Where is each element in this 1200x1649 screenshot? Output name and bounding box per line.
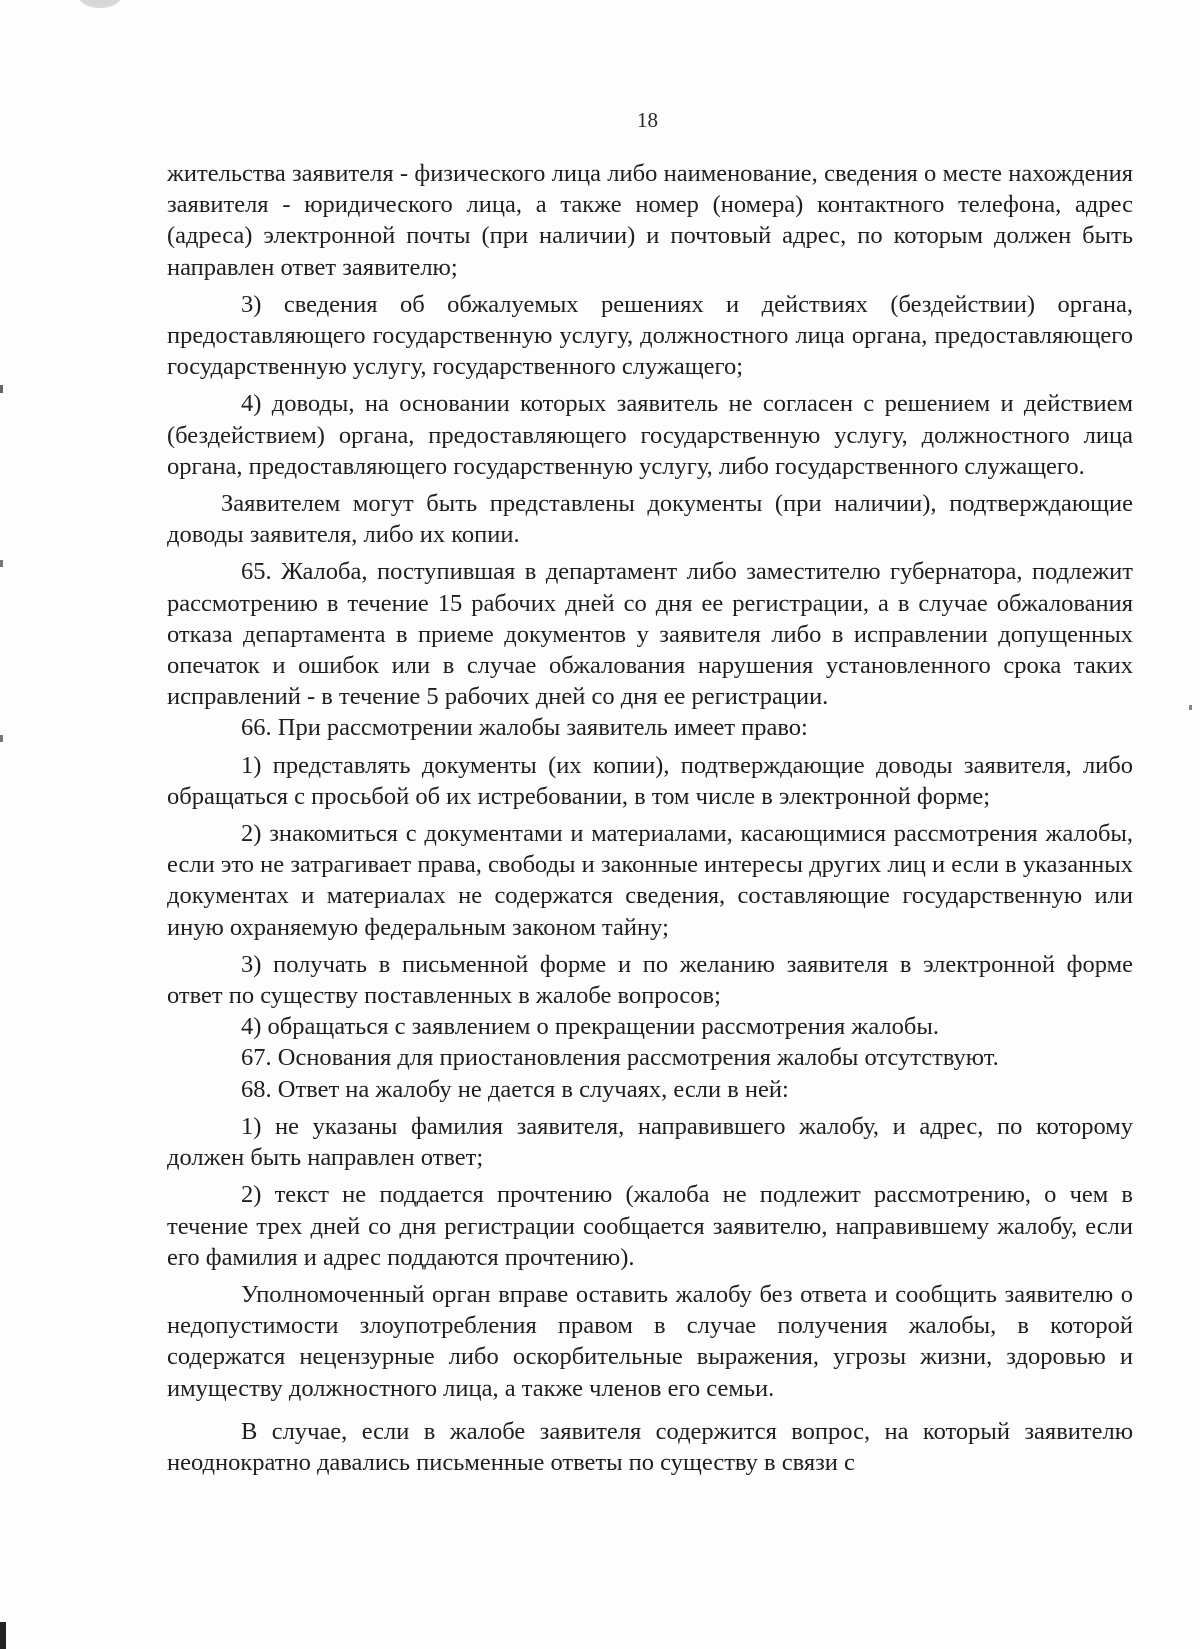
scan-edge-mark — [0, 735, 3, 742]
paragraph-case-2-unreadable: 2) текст не поддается прочтению (жалоба не подлежит рассмотрению, о чем в течение трех дней со дня регистрации сообщается заявителю, направившему жалобу, если его фамилия и адрес поддаются прочтению). — [167, 1181, 1133, 1271]
paragraph-68-no-answer-cases: 68. Ответ на жалобу не дается в случаях, если в ней: — [241, 1075, 789, 1103]
scan-edge-mark — [1189, 705, 1192, 710]
paragraph-66-applicant-rights: 66. При рассмотрении жалобы заявитель имеет право: — [241, 714, 808, 742]
paragraph-right-2-review-materials: 2) знакомиться с документами и материалами, касающимися рассмотрения жалобы, если это не затрагивает права, свободы и законные интересы других лиц и если в указанных документах и материалах не содержатся сведения, составляющие государственную или иную охраняемую федеральным законом тайну; — [167, 820, 1133, 941]
paragraph-right-3-written-answer: 3) получать в письменной форме и по желанию заявителя в электронной форме ответ по существу поставленных в жалобе вопросов; — [167, 950, 1133, 1010]
paragraph-abusive-complaint: Уполномоченный орган вправе оставить жалобу без ответа и сообщить заявителю о недопустимости злоупотребления правом в случае получения жалобы, в которой содержатся нецензурные либо оскорбительные выражения, угрозы жизни, здоровью и имуществу должностного лица, а также членов его семьи. — [167, 1280, 1133, 1402]
paragraph-case-1-no-name: 1) не указаны фамилия заявителя, направившего жалобу, и адрес, по которому должен быть направлен ответ; — [167, 1112, 1133, 1172]
scan-blot — [78, 0, 122, 8]
scan-edge-mark — [0, 1622, 6, 1649]
paragraph-item-3-appealed-decisions: 3) сведения об обжалуемых решениях и действиях (бездействии) органа, предоставляющего государственную услугу, должностного лица органа, предоставляющего государственную услугу, государственного служащего; — [167, 290, 1133, 381]
paragraph-applicant-residence: жительства заявителя - физического лица либо наименование, сведения о месте нахождения заявителя - юридического лица, а также номер (номера) контактного телефона, адрес (адреса) электронной почты (при наличии) и почтовый адрес, по которым должен быть направлен ответ заявителю; — [167, 160, 1133, 281]
paragraph-supporting-documents: Заявителем могут быть представлены документы (при наличии), подтверждающие доводы заявителя, либо их копии. — [167, 490, 1133, 549]
paragraph-67-no-suspension: 67. Основания для приостановления рассмотрения жалобы отсутствуют. — [241, 1044, 999, 1072]
scan-edge-mark — [0, 560, 3, 567]
scan-edge-mark — [0, 385, 3, 393]
document-body — [167, 158, 1133, 1478]
paragraph-65-review-period: 65. Жалоба, поступившая в департамент либо заместителю губернатора, подлежит рассмотрению в течение 15 рабочих дней со дня ее регистрации, а в случае обжалования отказа департамента в приеме документов у заявителя либо в исправлении допущенных опечаток и ошибок или в случае обжалования нарушения установленного срока таких исправлений - в течение 5 рабочих дней со дня ее регистрации. — [167, 558, 1133, 711]
page-number: 18 — [637, 108, 658, 132]
paragraph-right-4-withdraw: 4) обращаться с заявлением о прекращении рассмотрения жалобы. — [241, 1013, 939, 1041]
paragraph-right-1-submit-documents: 1) представлять документы (их копии), подтверждающие доводы заявителя, либо обращаться с просьбой об их истребовании, в том числе в электронной форме; — [167, 751, 1133, 810]
paragraph-repeated-question: В случае, если в жалобе заявителя содержится вопрос, на который заявителю неоднократно давались письменные ответы по существу в связи с — [167, 1417, 1133, 1476]
paragraph-item-4-arguments: 4) доводы, на основании которых заявитель не согласен с решением и действием (бездействием) органа, предоставляющего государственную услугу, должностного лица органа, предоставляющего государственную услугу, либо государственного служащего. — [167, 390, 1133, 480]
